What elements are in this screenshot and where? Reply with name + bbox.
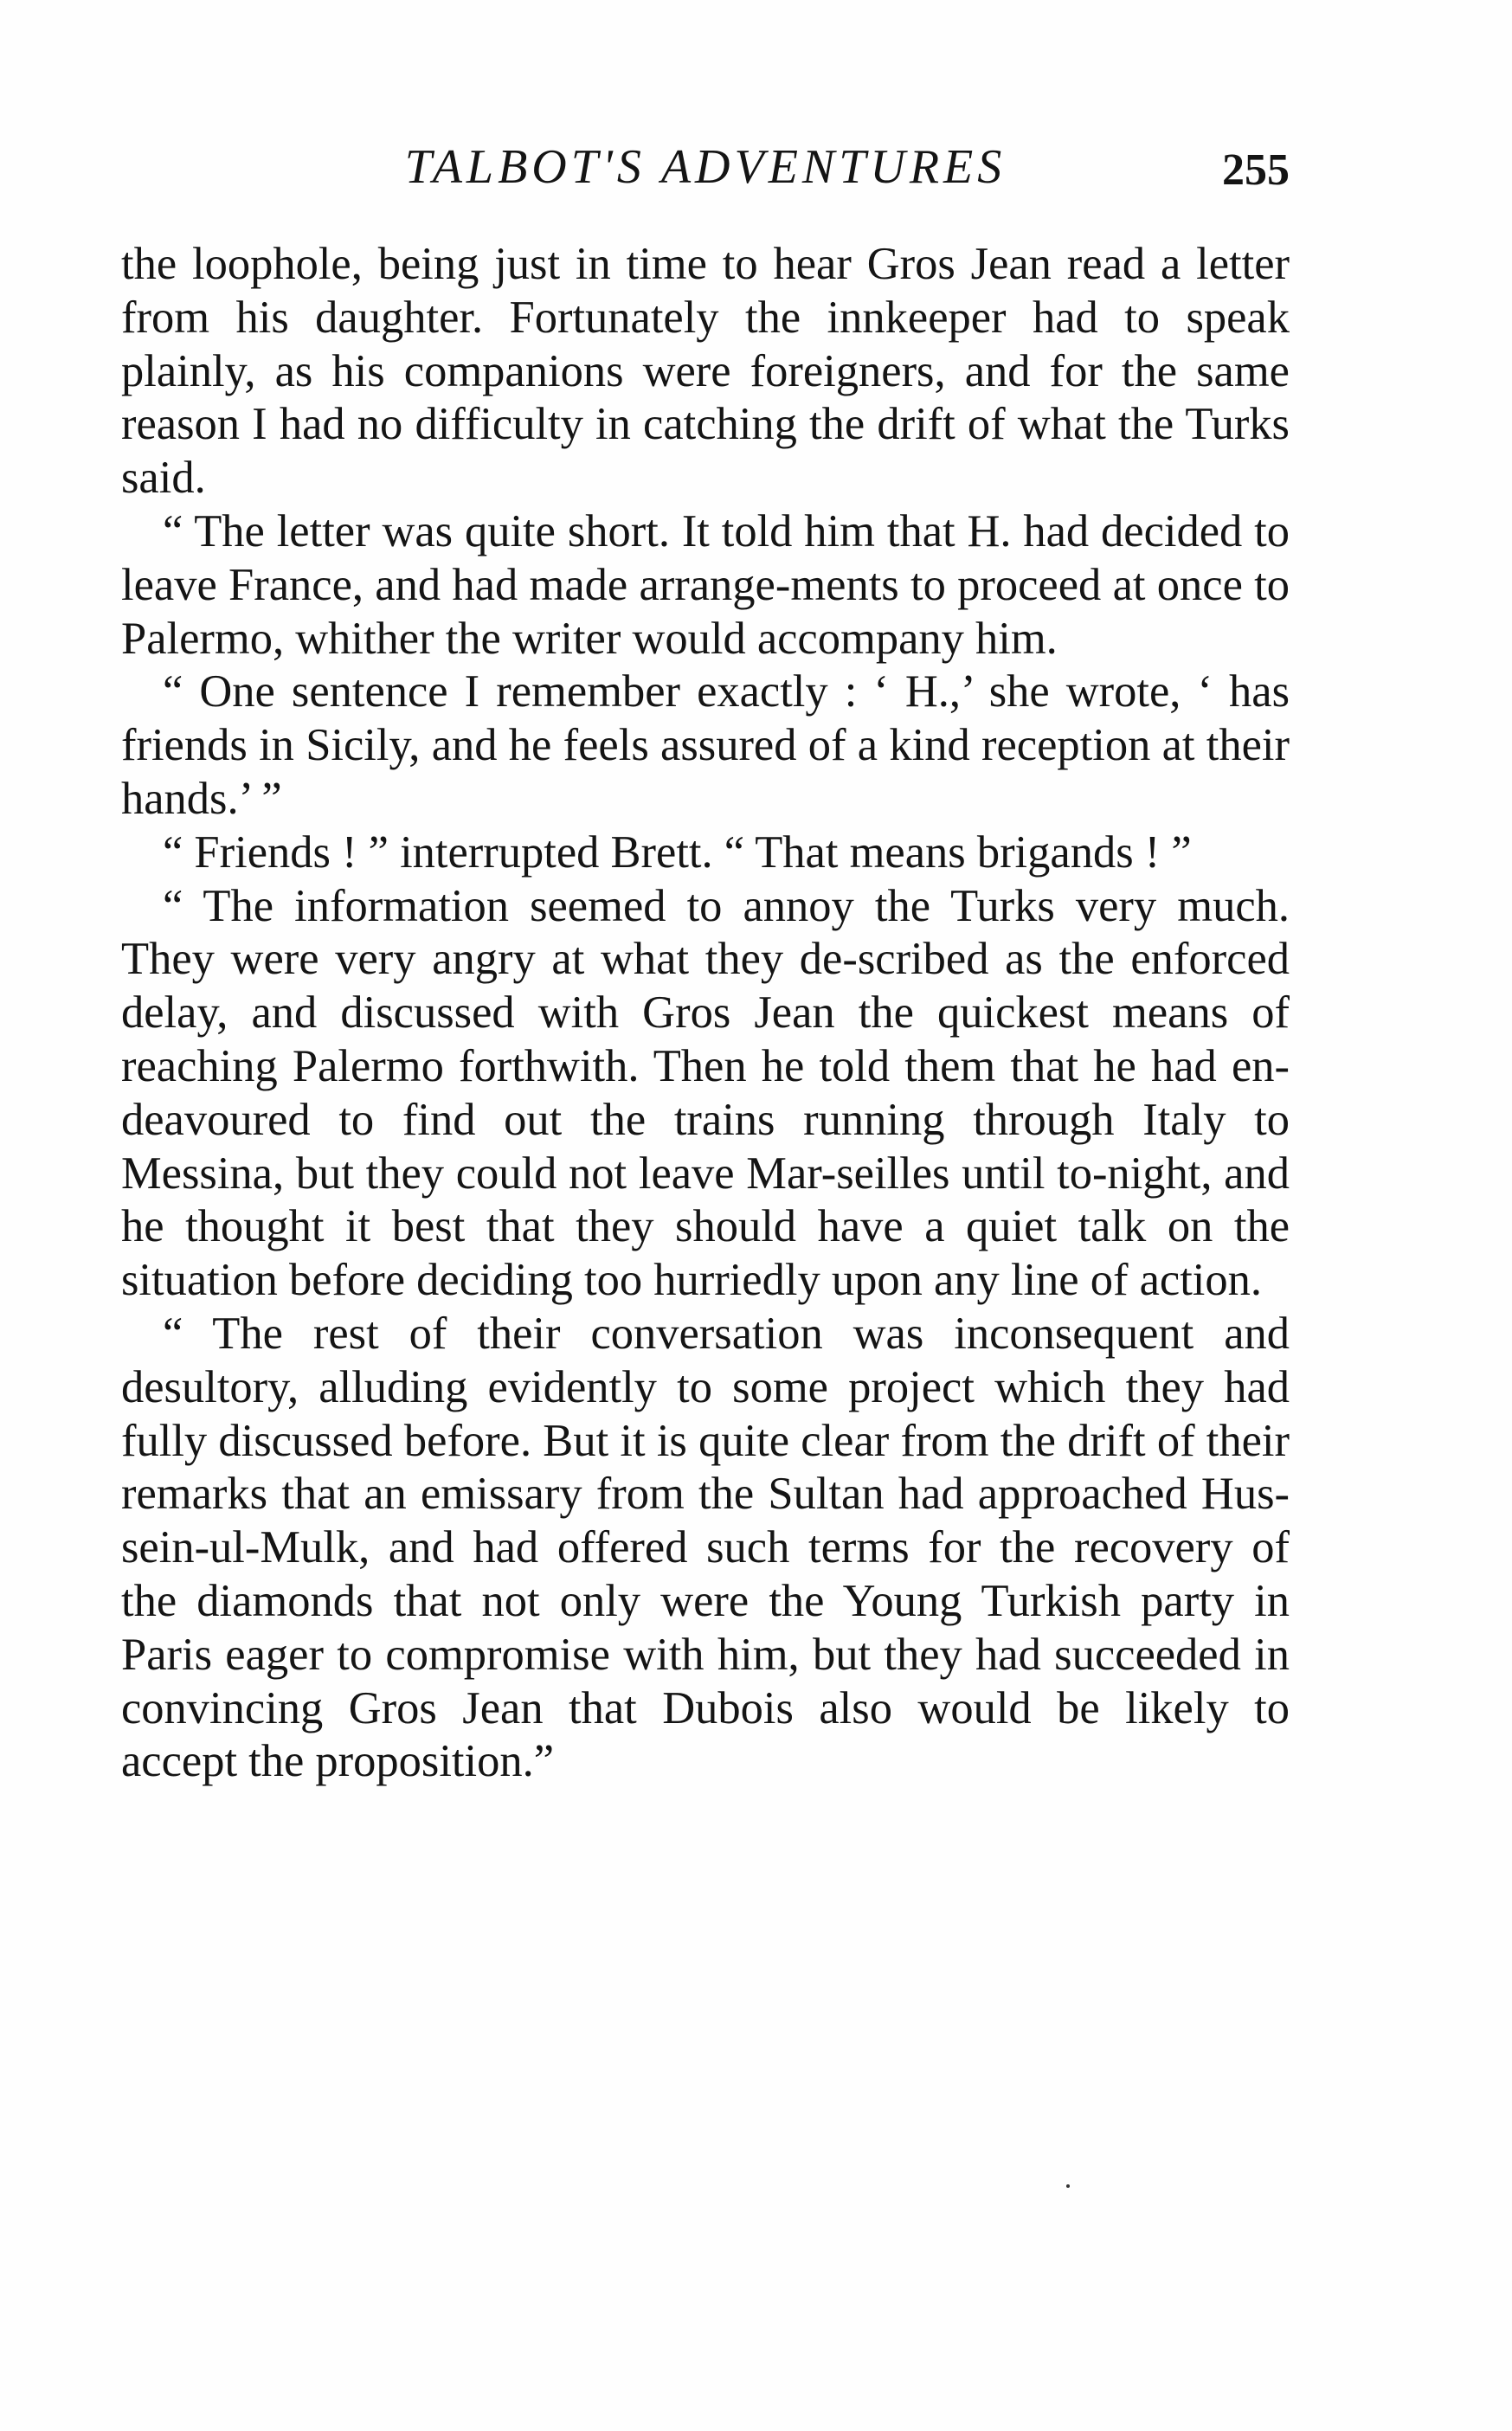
page-number: 255 [1222, 145, 1290, 195]
paragraph-6: “ The rest of their conversation was inconsequent and desultory, alluding evidently to some project which they had fully discussed before. But it is quite clear from the drift of their remarks that an emissary from the Sultan had approached Hus-sein-ul-Mulk, and had offered such terms for the recovery of the diamonds that not only were the Young Turkish party in Paris eager to compromise with him, but they had succeeded in convincing Gros Jean that Dubois also would be likely to accept the proposition.” [121, 1308, 1290, 1787]
paragraph-3: “ One sentence I remember exactly : ‘ H.,’ she wrote, ‘ has friends in Sicily, and he feels assured of a kind reception at their hands.’ ” [121, 666, 1290, 824]
paragraph-5: “ The information seemed to annoy the Turks very much. They were very angry at what they de-scribed as the enforced delay, and discussed with Gros Jean the quickest means of reaching Palermo forthwith. Then he told them that he had en-deavoured to find out the trains running through Italy to Messina, but they could not leave Mar-seilles until to-night, and he thought it best that they should have a quiet talk on the situation before deciding too hurriedly upon any line of action. [121, 880, 1290, 1306]
body-text [121, 238, 1290, 1789]
paragraph-2: “ The letter was quite short. It told him that H. had decided to leave France, and had made arrange-ments to proceed at once to Palermo, whither the writer would accompany him. [121, 505, 1290, 664]
page-header [121, 137, 1290, 197]
paragraph-4: “ Friends ! ” interrupted Brett. “ That means brigands ! ” [163, 826, 1192, 878]
ink-speck [1066, 2184, 1070, 2188]
running-title: TALBOT'S ADVENTURES [404, 140, 1007, 194]
paragraph-1: the loophole, being just in time to hear Gros Jean read a letter from his daughter. Fortunately the innkeeper had to speak plainly, as his companions were foreigners, and for the same reason I had no difficulty in catching the drift of what the Turks said. [121, 239, 1290, 504]
